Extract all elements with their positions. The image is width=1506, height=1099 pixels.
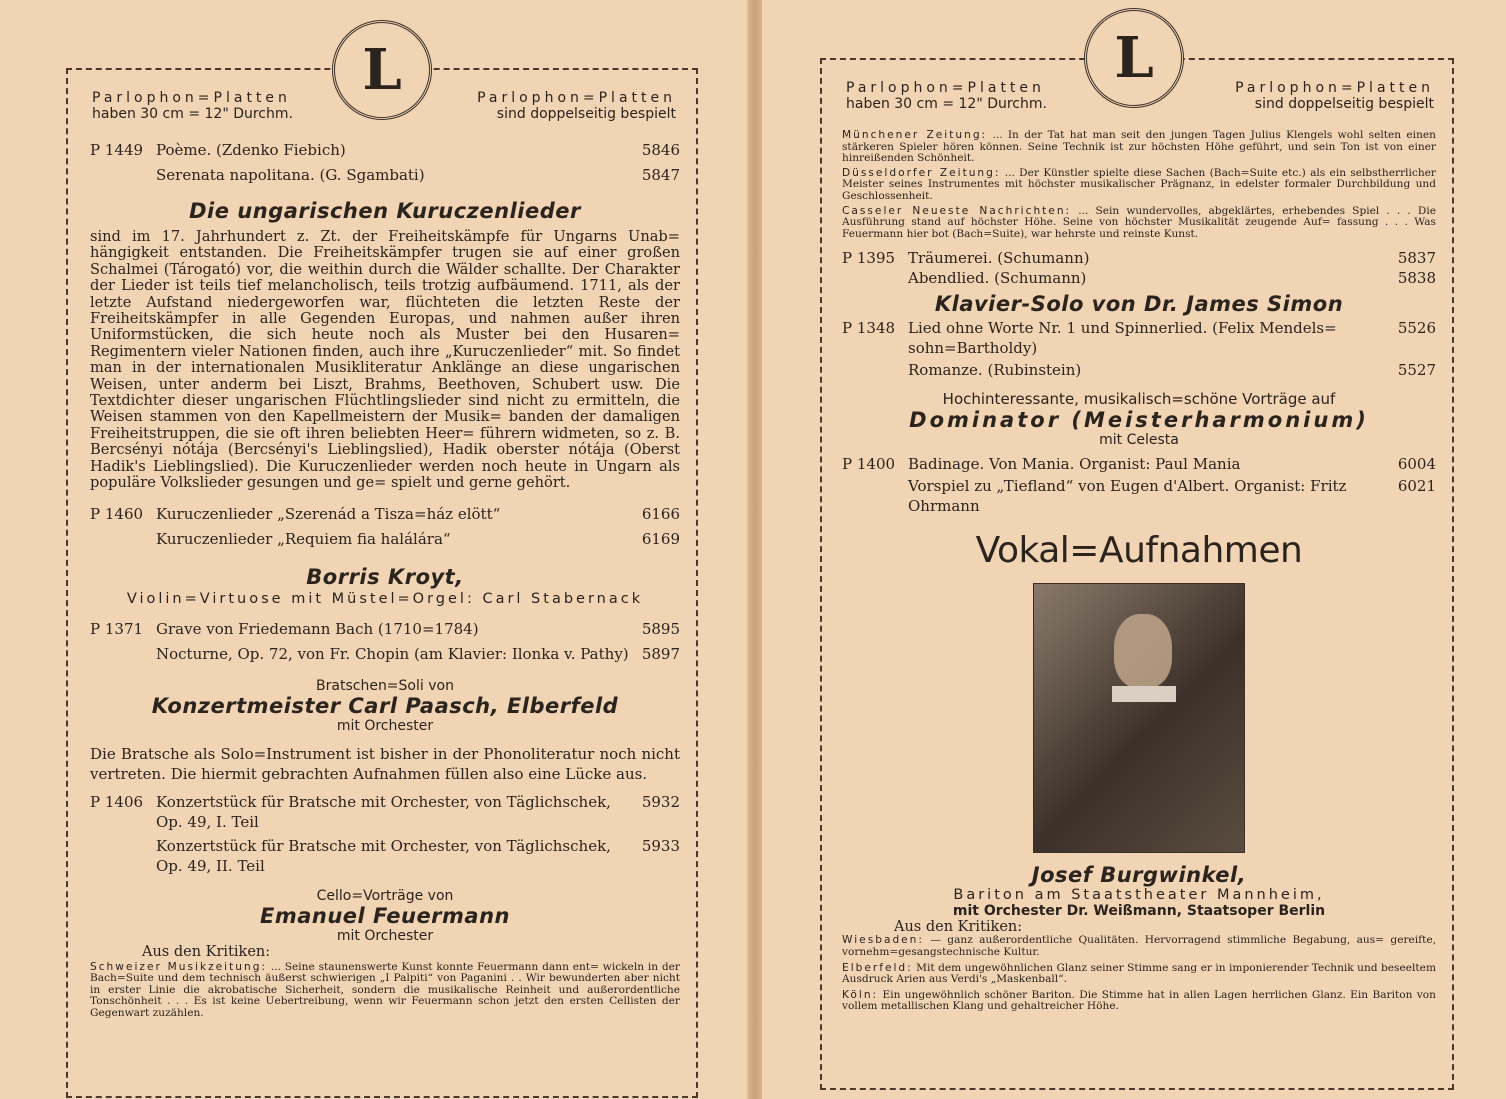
record-row: P 1449 Poème. (Zdenko Fiebich) 5846 <box>90 141 680 159</box>
header-left-title: Parlophon=Platten <box>92 90 291 106</box>
paragraph-paasch: Die Bratsche als Solo=Instrument ist bisher in der Phonoliteratur noch nicht vertreten. Die hiermit gebrachten Aufnahmen füllen also eine Lücke aus. <box>90 744 680 783</box>
paragraph-kuruczenlieder: sind im 17. Jahrhundert z. Zt. der Freiheitskämpfe für Ungarns Unab= hängigkeit entstanden. Die Freiheitskämpfer trugen sie auf einer großen Schalmei (Tárogató) vor, die weithin durch die Wälder schallte. Der Charakter der Lieder ist teils tief melancholisch, teils trotzig aufbäumend. 1711, als der letzte Aufstand niedergeworfen war, flüchteten die letzten Reste der Freiheitskämpfer in alle Gegenden Europas, und nahmen außer ihren Uniformstücken, die sich heute noch als Muster bei den Husaren= Regimentern vieler Nationen finden, auch ihre „Kuruczenlieder“ mit. So findet man in der internationalen Musikliteratur Anklänge an diese ungarischen Weisen, unter anderm bei Liszt, Brahms, Beethoven, Schubert usw. Die Textdichter dieser ungarischen Flüchtlingslieder sind nicht zu ermitteln, die Weisen stammen von den Kapellmeistern der Musik= banden der damaligen Freiheitstruppen, die sie oft ihren beliebten Heer= führern widmeten, so z. B. Bercsényi nótája (Bercsényi's Lieblingslied), Hadik oberster nótája (Oberst Hadik's Lieblingslied). Die Kuruczenlieder werden noch heute in Ungarn als populäre Volkslieder gesungen und ge= spielt und gerne gehört. <box>90 228 680 492</box>
post-feuermann: mit Orchester <box>336 927 434 944</box>
header-right-title: Parlophon=Platten <box>1235 80 1434 96</box>
parlophon-logo: L <box>332 20 432 120</box>
record-row: P 1371 Grave von Friedemann Bach (1710=1784) 5895 <box>90 619 680 638</box>
left-page <box>0 0 746 1099</box>
record-row: Kuruczenlieder „Requiem fia halálára“ 6169 <box>156 529 680 548</box>
header-left-title: Parlophon=Platten <box>846 80 1045 96</box>
book-gutter <box>748 0 762 1099</box>
heading-kuruczenlieder: Die ungarischen Kuruczenlieder <box>189 199 581 223</box>
heading-dominator: Dominator (Meisterharmonium) <box>909 408 1369 433</box>
right-content <box>842 130 1436 1013</box>
header-right-sub: sind doppelseitig bespielt <box>496 106 676 122</box>
portrait-collar <box>1112 686 1176 702</box>
record-row: Romanze. (Rubinstein) 5527 <box>908 361 1436 380</box>
critique-block: Elberfeld: Mit dem ungewöhnlichen Glanz seiner Stimme sang er in imponierender Technik und beseeltem Ausdruck Arien aus Verdi's „Maskenball“. <box>842 961 1436 986</box>
record-row: P 1348 Lied ohne Worte Nr. 1 und Spinnerlied. (Felix Mendels= sohn=Bartholdy) 5526 <box>842 319 1436 358</box>
record-row: P 1395 Träumerei. (Schumann) 5837 <box>842 249 1436 268</box>
kritiken-label: Aus den Kritiken: <box>142 943 271 960</box>
heading-feuermann: Emanuel Feuermann <box>259 903 510 928</box>
header-right <box>1212 80 1434 112</box>
header-left <box>846 80 1047 112</box>
header-left <box>92 90 293 122</box>
portrait-photo <box>1033 583 1245 853</box>
heading-burgwinkel: Josef Burgwinkel, <box>1031 863 1247 888</box>
record-row: P 1400 Badinage. Von Mania. Organist: Paul Mania 6004 <box>842 455 1436 474</box>
post-dominator: mit Celesta <box>1099 432 1179 449</box>
right-page <box>762 0 1506 1099</box>
critique-block: Wiesbaden: — ganz außerordentliche Qualitäten. Hervorragend stimmliche Begabung, aus= gereifte, vornehm=gesangstechnische Kultur. <box>842 934 1436 958</box>
header-right-sub: sind doppelseitig bespielt <box>1254 96 1434 112</box>
left-content <box>90 140 680 1019</box>
critique-block: Köln: Ein ungewöhnlich schöner Bariton. Die Stimme hat in allen Lagen herrlichen Glanz. Ein Bariton von vollem metallischen Klang und gehaltreicher Höhe. <box>842 988 1436 1013</box>
pre-feuermann: Cello=Vorträge von <box>316 887 454 904</box>
critique-block: Münchener Zeitung: ... In der Tat hat man seit den jungen Tagen Julius Klengels wohl selten einen stärkeren Spieler hören können. Seine Technik ist zur höchsten Höhe geführt, und sein Ton ist von einer hinreißenden Schönheit. <box>842 129 1436 165</box>
header-right <box>458 90 676 122</box>
kritiken-label: Aus den Kritiken: <box>894 919 1023 936</box>
pre-dominator: Hochinteressante, musikalisch=schöne Vorträge auf <box>942 390 1336 409</box>
header-left-sub: haben 30 cm = 12" Durchm. <box>846 96 1047 112</box>
portrait-face <box>1114 614 1172 688</box>
record-row: Konzertstück für Bratsche mit Orchester, von Täglichschek, Op. 49, II. Teil 5933 <box>156 836 680 875</box>
record-row: Abendlied. (Schumann) 5838 <box>908 269 1436 288</box>
sub-kroyt: Violin=Virtuose mit Müstel=Orgel: Carl Stabernack <box>126 590 644 607</box>
sub-burgwinkel-1: Bariton am Staatstheater Mannheim, <box>953 887 1325 904</box>
critique-block: Schweizer Musikzeitung: ... Seine staunenswerte Kunst konnte Feuermann dann ent= wickeln in der Bach=Suite und dem technisch äußerst schwierigen „I Palpiti“ von Paganini . . Wir bewunderten aber nicht in erster Linie die akrobatische Sicherheit, sondern die musikalische Reinheit und außerordentliche Tonschönheit . . . Es ist keine Uebertreibung, wenn wir Feuermann schon jetzt den ersten Cellisten der Gegenwart zuzählen. <box>90 960 680 1019</box>
post-paasch: mit Orchester <box>336 717 434 734</box>
header-right-title: Parlophon=Platten <box>477 90 676 106</box>
record-row: Vorspiel zu „Tiefland“ von Eugen d'Albert. Organist: Fritz Ohrmann 6021 <box>908 477 1436 516</box>
sub-burgwinkel-2: mit Orchester Dr. Weißmann, Staatsoper Berlin <box>952 903 1326 920</box>
pre-paasch: Bratschen=Soli von <box>316 677 454 694</box>
heading-paasch: Konzertmeister Carl Paasch, Elberfeld <box>151 693 619 718</box>
record-row: Serenata napolitana. (G. Sgambati) 5847 <box>156 166 680 184</box>
header-left-sub: haben 30 cm = 12" Durchm. <box>92 106 293 122</box>
critique-block: Casseler Neueste Nachrichten: ... Sein wundervolles, abgeklärtes, erhebendes Spiel . . . Die Ausführung stand auf höchster Höhe. Seine von höchster Musikalität zeugende Auf= fassung . . . Was Feuermann hier bot (Bach=Suite), war hehrste und reinste Kunst. <box>842 204 1437 240</box>
heading-kroyt: Borris Kroyt, <box>306 564 464 589</box>
critique-block: Düsseldorfer Zeitung: ... Der Künstler spielte diese Sachen (Bach=Suite etc.) als ein selbstherrlicher Meister seines Instrumentes mit höchster musikalischer Prägnanz, in edelster formaler Durchbildung und Geschlossenheit. <box>842 166 1436 202</box>
parlophon-logo: L <box>1084 8 1184 108</box>
vocal-heading: Vokal=Aufnahmen <box>975 530 1303 572</box>
record-row: P 1406 Konzertstück für Bratsche mit Orchester, von Täglichschek, Op. 49, I. Teil 5932 <box>90 792 680 831</box>
record-row: P 1460 Kuruczenlieder „Szerenád a Tisza=ház elött“ 6166 <box>90 504 680 523</box>
record-row: Nocturne, Op. 72, von Fr. Chopin (am Klavier: Ilonka v. Pathy) 5897 <box>156 644 680 663</box>
heading-simon: Klavier-Solo von Dr. James Simon <box>934 292 1344 317</box>
